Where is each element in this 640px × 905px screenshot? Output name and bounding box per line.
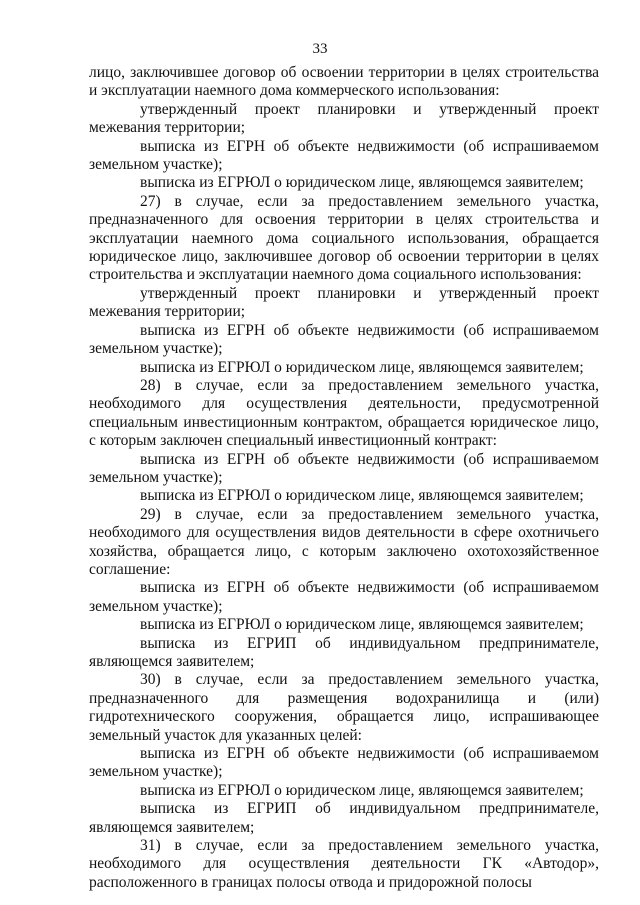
paragraph: 30) в случае, если за предоставлением земельного участка, предназначенного для размещения водохранилища и (или) гидротехнического сооружения, обращается лицо, испрашивающее земельный участок для указанных целей: — [89, 671, 599, 744]
paragraph: 27) в случае, если за предоставлением земельного участка, предназначенного для освоения территории в целях строительства и эксплуатации наемного дома социального использования, обращается юридическое лицо, заключившее договор об освоении территории в целях строительства и эксплуатации наемного дома социального использования: — [89, 192, 599, 284]
paragraph: утвержденный проект планировки и утвержденный проект межевания территории; — [89, 284, 599, 321]
paragraph: выписка из ЕГРН об объекте недвижимости (об испрашиваемом земельном участке); — [89, 745, 599, 781]
paragraph: выписка из ЕГРЮЛ о юридическом лице, являющемся заявителем; — [140, 616, 584, 634]
page-number: 33 — [312, 41, 328, 57]
paragraph: выписка из ЕГРН об объекте недвижимости (об испрашиваемом земельном участке); — [89, 579, 599, 615]
paragraph: 29) в случае, если за предоставлением земельного участка, необходимого для осуществления видов деятельности в сфере охотничьего хозяйства, обращается лицо, с которым заключено охотохозяйственное соглашение: — [89, 505, 599, 578]
paragraph: утвержденный проект планировки и утвержденный проект межевания территории; — [89, 100, 599, 137]
paragraph: выписка из ЕГРН об объекте недвижимости (об испрашиваемом земельном участке); — [89, 450, 599, 486]
paragraph: выписка из ЕГРИП об индивидуальном предпринимателе, являющемся заявителем; — [89, 800, 599, 836]
paragraph: выписка из ЕГРЮЛ о юридическом лице, являющемся заявителем; — [140, 781, 584, 799]
paragraph: выписка из ЕГРИП об индивидуальном предпринимателе, являющемся заявителем; — [89, 634, 599, 670]
paragraph: 31) в случае, если за предоставлением земельного участка, необходимого для осуществления деятельности ГК «Автодор», расположенного в границах полосы отвода и придорожной полосы — [89, 837, 599, 891]
paragraph: выписка из ЕГРЮЛ о юридическом лице, являющемся заявителем; — [140, 487, 584, 505]
paragraph: 28) в случае, если за предоставлением земельного участка, необходимого для осуществления деятельности, предусмотренной специальным инвестиционным контрактом, обращается юридическое лицо, с которым заключен специальный инвестиционный контракт: — [89, 376, 599, 450]
paragraph: выписка из ЕГРЮЛ о юридическом лице, являющемся заявителем; — [140, 174, 584, 192]
paragraph: выписка из ЕГРН об объекте недвижимости (об испрашиваемом земельном участке); — [89, 321, 599, 358]
paragraph: выписка из ЕГРЮЛ о юридическом лице, являющемся заявителем; — [140, 358, 584, 376]
paragraph: выписка из ЕГРН об объекте недвижимости (об испрашиваемом земельном участке); — [89, 137, 599, 174]
paragraph: лицо, заключившее договор об освоении территории в целях строительства и эксплуатации наемного дома коммерческого использования: — [89, 64, 599, 100]
document-body — [89, 64, 599, 892]
